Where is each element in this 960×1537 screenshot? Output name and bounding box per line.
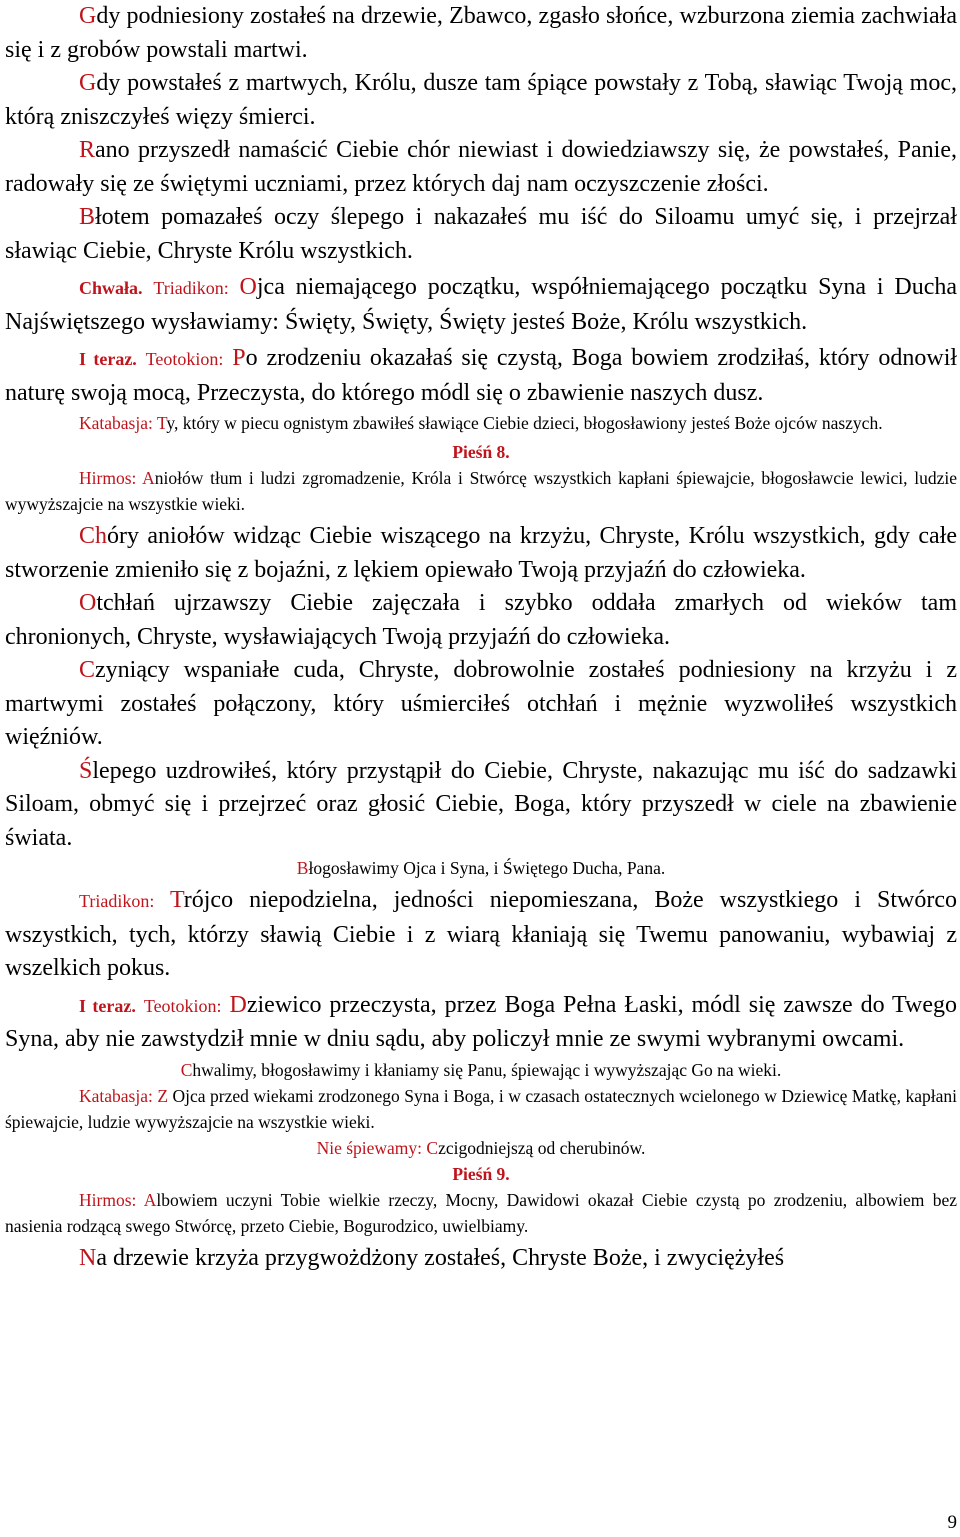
triadikon-stanza: [5, 271, 957, 339]
stanza-4: [5, 201, 957, 268]
page-number: 9: [947, 1512, 957, 1533]
rubric-label: Katabasja:: [79, 413, 153, 433]
stanza-text: zcigodniejszą od cherubinów.: [438, 1137, 646, 1158]
initial-letter: O: [79, 590, 97, 616]
stanza-1: [5, 0, 957, 67]
stanza-text: dy powstałeś z martwych, Królu, dusze tam śpiące powstały z Tobą, sławiąc Twoją moc, którą zniszczyłeś więzy śmierci.: [5, 70, 957, 130]
rubric-label: Triadikon:: [79, 891, 155, 911]
stanza-text: ano przyszedł namaścić Ciebie chór niewiast i dowiedziawszy się, że powstałeś, Panie, radowały się ze świętymi uczniami, przez których daj nam oczyszczenie złości.: [5, 137, 957, 197]
triadikon-stanza-2: [5, 884, 957, 986]
stanza-text: Ojca przed wiekami zrodzonego Syna i Boga, i w czasach ostatecznych wcielonego w Dziewicę Matkę, kapłani śpiewajcie, ludzie wywyższajcie na wszystkie wieki.: [5, 1085, 957, 1132]
initial-letter: B: [79, 204, 96, 230]
stanza-text: lepego uzdrowiłeś, który przystąpił do Ciebie, Chryste, nakazując mu iść do sadzawki Siloam, obmyć się i przejrzeć oraz głosić Ciebie, Boga, który przyszedł w ciele na zbawienie świata.: [5, 757, 957, 851]
initial-letter: Ś: [79, 757, 93, 784]
rubric-label: Teotokion:: [145, 349, 224, 369]
initial-letter: G: [79, 3, 97, 29]
teotokion-stanza: [5, 342, 957, 410]
stanza-20: [5, 1242, 957, 1276]
rubric-label: Katabasja:: [79, 1085, 153, 1106]
initial-letter: G: [79, 70, 97, 96]
initial-letter: O: [239, 274, 257, 300]
stanza-text: jca niemającego początku, współniemającego początku Syna i Ducha Najświętszego wysławiamy: Święty, Święty, Święty jesteś Boże, Królu wszystkich.: [5, 274, 958, 335]
stanza-12: [5, 755, 957, 856]
refrain-line-2: [5, 1057, 957, 1083]
stanza-2: [5, 67, 957, 134]
rubric-label: Nie śpiewamy:: [316, 1137, 423, 1158]
initial-letter: C: [180, 1059, 193, 1080]
katabasja-stanza-2: [5, 1083, 957, 1135]
initial-letter: T: [156, 413, 167, 433]
initial-letter: N: [79, 1244, 97, 1271]
hirmos-stanza-2: [5, 1187, 957, 1239]
initial-letter: T: [169, 887, 184, 913]
rubric-label: Triadikon:: [153, 278, 229, 298]
stanza-text: rójco niepodzielna, jedności niepomieszana, Boże wszystkiego i Stwórco wszystkich, tych, którzy sławią Ciebie i z wiarą kłaniają się Twemu panowaniu, wybawiaj z wszelkich pokus.: [5, 887, 957, 981]
rubric-label: I teraz.: [79, 349, 137, 369]
rubric-label: Chwała.: [79, 278, 143, 298]
stanza-text: ziewico przeczysta, przez Boga Pełna Łaski, módl się zawsze do Twego Syna, aby nie zawstydził mnie w dniu sądu, aby policzył mnie ze swymi wybranymi owcami.: [5, 991, 958, 1052]
ode-heading: Pieśń 8.: [452, 442, 510, 462]
initial-letter: Ch: [79, 523, 108, 549]
stanza-text: lbowiem uczyni Tobie wielkie rzeczy, Mocny, Dawidowi okazał Ciebie czystą po zrodzeniu, albowiem bez nasienia rodzącą swego Stwórcę, przeto Ciebie, Bogurodzico, uwielbiamy.: [5, 1189, 957, 1236]
initial-letter: R: [79, 137, 96, 163]
rubric-label: I teraz.: [79, 995, 136, 1016]
stanza-text: dy podniesiony zostałeś na drzewie, Zbawco, zgasło słońce, wzburzona ziemia zachwiała się i z grobów powstali martwi.: [5, 3, 957, 63]
stanza-text: óry aniołów widząc Ciebie wiszącego na krzyżu, Chryste, Królu wszystkich, gdy całe stworzenie zmieniło się z bojaźni, z lękiem opiewało Twoją przyjaźń do człowieka.: [5, 523, 957, 583]
initial-letter: A: [143, 1189, 157, 1210]
stanza-text: łotem pomazałeś oczy ślepego i nakazałeś mu iść do Siloamu umyć się, i przejrzał sławiąc Ciebie, Chryste Królu wszystkich.: [5, 204, 957, 264]
stanza-3: [5, 134, 957, 201]
stanza-text: o zrodzeniu okazałaś się czystą, Boga bowiem zrodziłaś, który odnowił naturę swoją mocą, Przeczysta, do którego módl się o zbawienie naszych dusz.: [5, 345, 958, 406]
initial-letter: Z: [157, 1085, 169, 1106]
stanza-text: tchłań ujrzawszy Ciebie zajęczała i szybko oddała zmarłych od wieków tam chronionych, Chryste, wysławiających Twoją przyjaźń do człowieka.: [5, 590, 957, 650]
stanza-11: [5, 654, 957, 755]
initial-letter: D: [229, 991, 247, 1018]
stanza-text: niołów tłum i ludzi zgromadzenie, Króla i Stwórcę wszystkich kapłani śpiewajcie, błogosławcie lewici, ludzie wywyższajcie na wszystkie wieki.: [5, 468, 957, 514]
initial-letter: C: [426, 1137, 439, 1158]
refrain-line: [5, 855, 957, 881]
stanza-text: łogosławimy Ojca i Syna, i Świętego Ducha, Pana.: [308, 858, 666, 878]
stanza-text: hwalimy, błogosławimy i kłaniamy się Panu, śpiewając i wywyższając Go na wieki.: [192, 1059, 782, 1080]
initial-letter: C: [79, 657, 96, 683]
stanza-text: y, który w piecu ognistym zbawiłeś sławiące Ciebie dzieci, błogosławiony jesteś Boże ojców naszych.: [166, 413, 883, 433]
initial-letter: P: [232, 345, 246, 371]
rubric-label: Hirmos:: [79, 1189, 137, 1210]
initial-letter: A: [142, 468, 155, 488]
rubric-label: Teotokion:: [143, 995, 222, 1016]
stanza-10: [5, 587, 957, 654]
stanza-9: [5, 520, 957, 587]
not-sung-note: [5, 1135, 957, 1161]
document-page: [5, 0, 957, 1275]
stanza-text: zyniący wspaniałe cuda, Chryste, dobrowolnie zostałeś podniesiony na krzyżu i z martwymi zostałeś połączony, który uśmierciłeś otchłań i mężnie wyzwoliłeś wszystkich więźniów.: [5, 657, 957, 750]
hirmos-stanza: [5, 465, 957, 517]
rubric-label: Hirmos:: [79, 468, 137, 488]
katabasja-stanza: [5, 410, 957, 436]
initial-letter: B: [296, 858, 309, 878]
ode-heading-2: Pieśń 9.: [452, 1163, 510, 1184]
teotokion-stanza-2: [5, 989, 957, 1057]
stanza-text: a drzewie krzyża przygwożdżony zostałeś, Chryste Boże, i zwyciężyłeś: [96, 1244, 785, 1271]
